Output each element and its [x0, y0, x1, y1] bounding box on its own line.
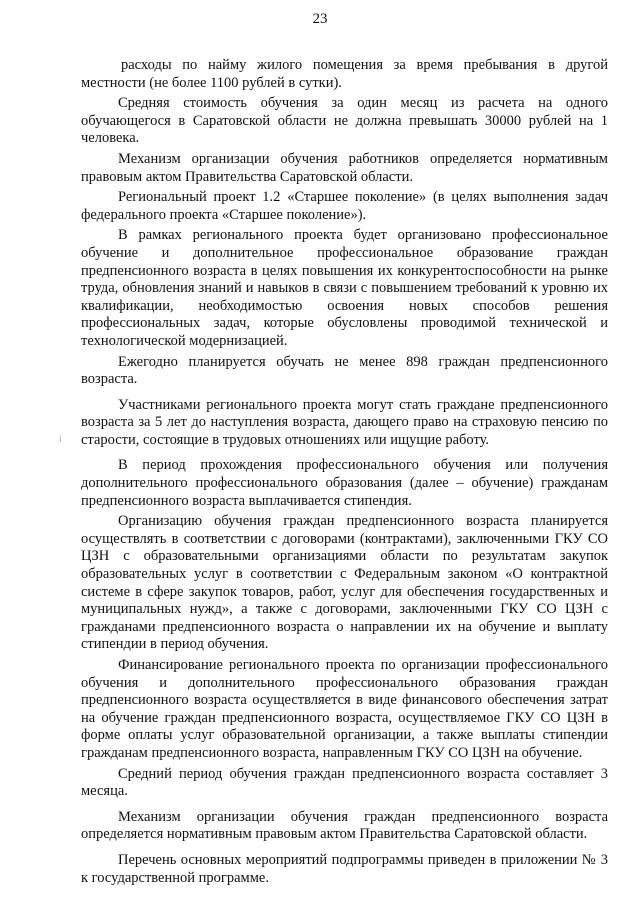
document-body: [81, 57, 608, 887]
paragraph-average-training-cost: Средняя стоимость обучения за один месяц из расчета на одного обучающегося в Саратовской области не должна превышать 30000 рублей на 1 человека.: [81, 95, 608, 147]
paragraph-project-scope: В рамках регионального проекта будет организовано профессиональное обучение и дополнительное профессиональное образование граждан предпенсионного возраста в целях повышения их конкурентоспособности на рынке труда, обновления знаний и навыков в связи с повышением требований к уровню их квалификации, необходимостью освоения новых способов решения профессиональных задач, которые обусловлены проводимой технической и технологической модернизацией.: [81, 227, 608, 349]
paragraph-accommodation-expenses: расходы по найму жилого помещения за время пребывания в другой местности (не более 1100 рублей в сутки).: [81, 57, 608, 91]
paragraph-pre-retirement-mechanism: Механизм организации обучения граждан предпенсионного возраста определяется нормативным правовым актом Правительства Саратовской области.: [81, 808, 608, 843]
paragraph-average-period: Средний период обучения граждан предпенсионного возраста составляет 3 месяца.: [81, 765, 608, 800]
paragraph-participants: Участниками регионального проекта могут стать граждане предпенсионного возраста за 5 лет до наступления возраста, дающего право на страховую пенсию по старости, состоящие в трудовых отношениях или ищущие работу.: [81, 396, 608, 448]
paragraph-employee-training-mechanism: Механизм организации обучения работников определяется нормативным правовым актом Правительства Саратовской области.: [81, 150, 608, 185]
paragraph-financing: Финансирование регионального проекта по организации профессионального обучения и дополнительного профессионального образования граждан предпенсионного возраста осуществляется в виде финансового обеспечения затрат на обучение граждан предпенсионного возраста, осуществляемое ГКУ СО ЦЗН в форме оплаты услуг образовательной организации, а также выплаты стипендии гражданам предпенсионного возраста, направленным ГКУ СО ЦЗН на обучение.: [81, 657, 608, 761]
paragraph-training-organization: Организацию обучения граждан предпенсионного возраста планируется осуществлять в соответствии с договорами (контрактами), заключенными ГКУ СО ЦЗН с образовательными организациями области по результатам закупок образовательных услуг в соответствии с Федеральным законом «О контрактной системе в сфере закупок товаров, работ, услуг для обеспечения государственных и муниципальных нужд», а также с договорами, заключенными ГКУ СО ЦЗН с гражданами предпенсионного возраста о направлении их на обучение и выплату стипендии в период обучения.: [81, 513, 608, 653]
paragraph-annual-target: Ежегодно планируется обучать не менее 898 граждан предпенсионного возраста.: [81, 353, 608, 388]
paragraph-stipend: В период прохождения профессионального обучения или получения дополнительного профессионального образования (далее – обучение) гражданам предпенсионного возраста выплачивается стипендия.: [81, 457, 608, 509]
paragraph-activities-list: Перечень основных мероприятий подпрограммы приведен в приложении № 3 к государственной программе.: [81, 851, 608, 886]
page-number: 23: [312, 11, 328, 27]
paragraph-regional-project-title: Региональный проект 1.2 «Старшее поколение» (в целях выполнения задач федерального проекта «Старшее поколение»).: [81, 189, 608, 223]
scan-margin-mark: [60, 436, 61, 442]
